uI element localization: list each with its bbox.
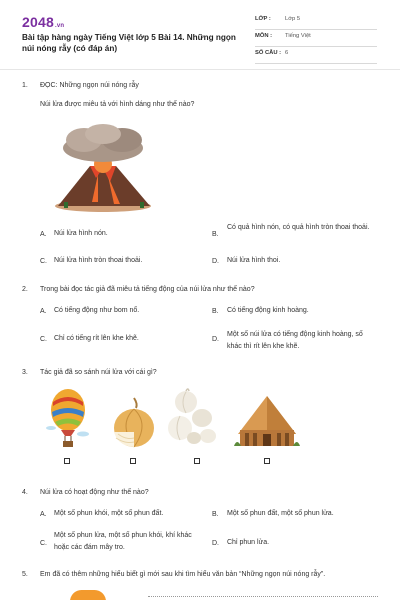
meta-value: Lớp 5 (285, 16, 301, 22)
q3-checkbox-onion[interactable] (130, 458, 136, 464)
onion-image (108, 394, 160, 450)
q4-option-a-letter: A. (40, 511, 47, 518)
meta-grade (255, 13, 377, 30)
q1-option-c-letter: C. (40, 258, 47, 265)
meta-subject (255, 30, 377, 47)
q3-checkbox-balloon[interactable] (64, 458, 70, 464)
question-3-text: Tác giả đã so sánh núi lửa với cái gì? (40, 369, 157, 376)
q3-checkbox-garlic[interactable] (194, 458, 200, 464)
q1-option-a[interactable]: Núi lửa hình nón. (54, 230, 108, 237)
question-5-number: 5. (22, 571, 28, 578)
q1-option-a-letter: A. (40, 231, 47, 238)
q2-option-d[interactable]: Một số núi lửa có tiếng động kinh hoàng, số khác thì rít lên khe khẽ. (227, 331, 363, 350)
q1-option-b[interactable]: Có quả hình nón, có quả hình tròn thoai thoải. (227, 224, 370, 231)
question-3-number: 3. (22, 369, 28, 376)
logo-suffix: .vn (54, 23, 65, 29)
q3-checkbox-pyramid[interactable] (264, 458, 270, 464)
q4-option-b-letter: B. (212, 511, 219, 518)
question-2-number: 2. (22, 286, 28, 293)
q2-option-a[interactable]: Có tiếng động như bom nổ. (54, 307, 140, 314)
meta-key: SỐ CÂU : (255, 50, 282, 56)
document-title: Bài tập hàng ngày Tiếng Việt lớp 5 Bài 14. Những ngọn núi nóng rẫy (có đáp án) (22, 33, 236, 53)
q1-option-b-letter: B. (212, 231, 219, 238)
question-4-number: 4. (22, 489, 28, 496)
q2-option-b[interactable]: Có tiếng động kinh hoàng. (227, 307, 309, 314)
q4-option-d-letter: D. (212, 540, 219, 547)
question-1-text: ĐỌC: Những ngọn núi nóng rẫy (40, 82, 139, 89)
hot-air-balloon-image (45, 388, 91, 450)
question-1-number: 1. (22, 82, 28, 89)
q4-option-c-letter: C. (40, 540, 47, 547)
meta-value: Tiếng Việt (285, 33, 311, 39)
site-logo[interactable] (22, 14, 64, 30)
q2-option-b-letter: B. (212, 308, 219, 315)
q1-option-d-letter: D. (212, 258, 219, 265)
meta-key: LỚP : (255, 16, 271, 22)
q1-option-d[interactable]: Núi lửa hình thoi. (227, 257, 281, 264)
q2-option-c[interactable]: Chỉ có tiếng rít lên khe khẽ. (54, 335, 139, 342)
pyramid-temple-image (232, 394, 302, 450)
question-4-text: Núi lửa có hoạt động như thế nào? (40, 489, 149, 496)
garlic-image (164, 388, 226, 450)
question-2-text: Trong bài đọc tác giả đã miêu tả tiếng động của núi lửa như thế nào? (40, 286, 255, 293)
header-divider (0, 69, 400, 70)
meta-value: 6 (285, 50, 289, 56)
q2-option-d-letter: D. (212, 336, 219, 343)
q4-option-a[interactable]: Một số phun khói, một số phun đất. (54, 510, 164, 517)
question-1-sub: Núi lửa được miêu tả với hình dáng như thế nào? (40, 101, 195, 108)
logo-text: 2048 (22, 14, 54, 30)
q4-option-c[interactable]: Một số phun lửa, một số phun khói, khí khác hoặc các đám mây tro. (54, 532, 192, 551)
q4-option-b[interactable]: Một số phun đất, một số phun lửa. (227, 510, 334, 517)
q2-option-a-letter: A. (40, 308, 47, 315)
q1-option-c[interactable]: Núi lửa hình tròn thoai thoải. (54, 257, 143, 264)
answer-line[interactable] (148, 596, 378, 597)
question-5-text: Em đã có thêm những hiểu biết gì mới sau khi tìm hiểu văn bản “Những ngọn núi nóng rẫy”. (40, 571, 326, 578)
volcano-eruption-illustration (48, 122, 156, 214)
q2-option-c-letter: C. (40, 336, 47, 343)
orange-illustration (70, 590, 106, 600)
q4-option-d[interactable]: Chỉ phun lửa. (227, 539, 270, 546)
meta-question-count (255, 47, 377, 64)
meta-key: MÔN : (255, 33, 273, 39)
